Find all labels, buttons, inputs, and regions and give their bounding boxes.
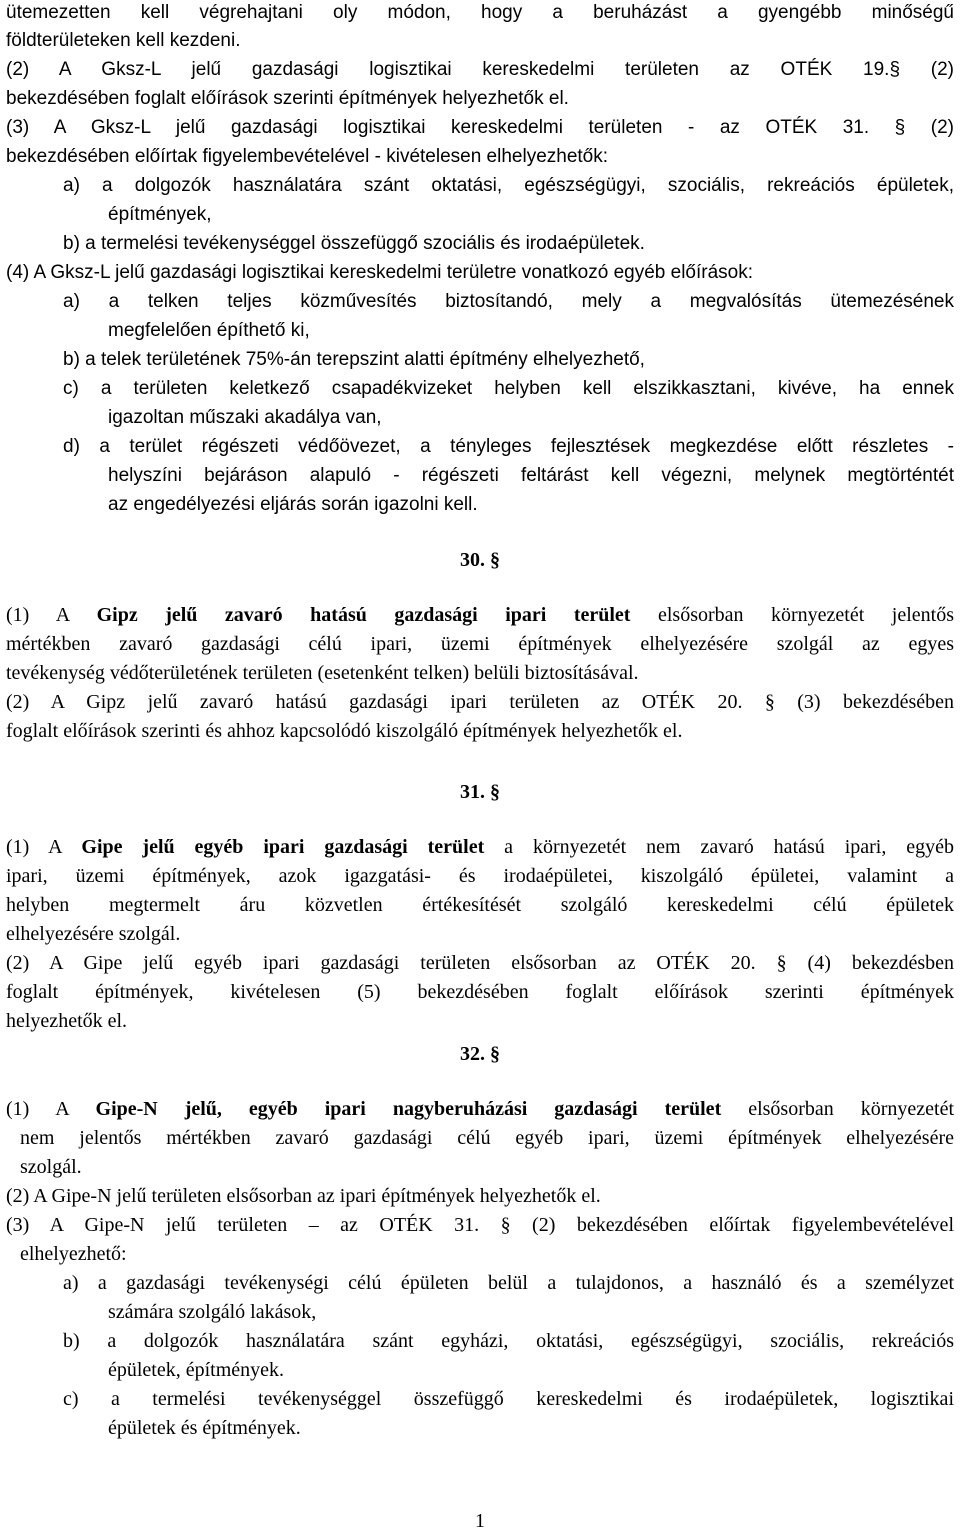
text-line: bekezdésében előírtak figyelembevételével - kivételesen elhelyezhetők: [6, 146, 609, 167]
s32-p2: (2) A Gipe-N jelű területen elsősorban az ipari építmények helyezhetők el. [6, 1185, 601, 1207]
s31-p2-line3: helyezhetők el. [6, 1010, 128, 1032]
s32-p1-line3: szolgál. [20, 1156, 82, 1178]
section-heading: 31. § [460, 781, 500, 803]
s31-p2-line1: (2) A Gipe jelű egyéb ipari gazdasági területen elsősorban az OTÉK 20. § (4) bekezdésben [6, 952, 954, 974]
s31-p1-line3: helyben megtermelt áru közvetlen értékesítését szolgáló kereskedelmi célú épületek [6, 894, 954, 916]
text-line: c) a területen keletkező csapadékvizeket helyben kell elszikkasztani, kivéve, ha ennek [63, 378, 954, 399]
text-line: az engedélyezési eljárás során igazolni kell. [108, 494, 478, 515]
s31-p1-term: Gipe jelű egyéb ipari gazdasági terület [81, 836, 485, 858]
text-line: helyszíni bejáráson alapuló - régészeti feltárást kell végezni, melynek megtörténtét [108, 465, 954, 486]
s30-p2-line2: foglalt előírások szerinti és ahhoz kapcsolódó kiszolgáló építmények helyezhetők el. [6, 720, 683, 742]
s32-p1-suffix: elsősorban környezetét [721, 1098, 954, 1120]
s32-item-c-line1: c) a termelési tevékenységgel összefüggő kereskedelmi és irodaépületek, logisztikai [63, 1388, 954, 1410]
text-line: (2) A Gksz-L jelű gazdasági logisztikai kereskedelmi területen az OTÉK 19.§ (2) [6, 59, 954, 80]
text-line: a) a dolgozók használatára szánt oktatási, egészségügyi, szociális, rekreációs épületek, [63, 175, 954, 196]
s30-p1-line2: mértékben zavaró gazdasági célú ipari, üzemi építmények elhelyezésére szolgál az egyes [6, 633, 954, 655]
s32-item-b-line1: b) a dolgozók használatára szánt egyházi, oktatási, egészségügyi, szociális, rekreációs [63, 1330, 954, 1352]
s30-p1-prefix: (1) A [6, 604, 97, 626]
s31-p2-line2: foglalt építmények, kivételesen (5) bekezdésében foglalt előírások szerinti építmények [6, 981, 954, 1003]
text-line: ütemezetten kell végrehajtani oly módon, hogy a beruházást a gyengébb minőségű [6, 2, 954, 23]
s30-p2-line1: (2) A Gipz jelű zavaró hatású gazdasági ipari területen az OTÉK 20. § (3) bekezdésében [6, 691, 954, 713]
s30-p1-line1 [6, 602, 954, 628]
text-line: d) a terület régészeti védőövezet, a tényleges fejlesztések megkezdése előtt részletes - [63, 436, 954, 457]
text-line: megfelelően építhető ki, [108, 320, 310, 341]
s32-p1-line2: nem jelentős mértékben zavaró gazdasági célú egyéb ipari, üzemi építmények elhelyezésére [20, 1127, 954, 1149]
s31-p1-line4: elhelyezésére szolgál. [6, 923, 181, 945]
s32-p1-term: Gipe-N jelű, egyéb ipari nagyberuházási gazdasági terület [95, 1098, 722, 1120]
s31-p1-line2: ipari, üzemi építmények, azok igazgatási- és irodaépületei, kiszolgáló épületei, valamint a [6, 865, 954, 887]
s32-p3-line2: elhelyezhető: [20, 1243, 127, 1265]
s32-item-b-line2: épületek, építmények. [108, 1359, 285, 1381]
text-line: b) a telek területének 75%-án terepszint alatti építmény elhelyezhető, [63, 349, 645, 370]
page-number: 1 [475, 1510, 485, 1532]
text-line: (4) A Gksz-L jelű gazdasági logisztikai kereskedelmi területre vonatkozó egyéb előírások: [6, 262, 754, 283]
section-heading: 30. § [460, 549, 500, 571]
s30-p1-term: Gipz jelű zavaró hatású gazdasági ipari terület [96, 604, 631, 626]
text-line: igazoltan műszaki akadálya van, [108, 407, 382, 428]
text-line: a) a telken teljes közművesítés biztosítandó, mely a megvalósítás ütemezésének [63, 291, 954, 312]
text-line: (3) A Gksz-L jelű gazdasági logisztikai kereskedelmi területen - az OTÉK 31. § (2) [6, 117, 954, 138]
s31-p1-suffix: a környezetét nem zavaró hatású ipari, egyéb [484, 836, 954, 858]
text-line: földterületeken kell kezdeni. [6, 30, 241, 51]
text-line: b) a termelési tevékenységgel összefüggő szociális és irodaépületek. [63, 233, 645, 254]
section-heading: 32. § [460, 1043, 500, 1065]
s31-p1-line1 [6, 834, 954, 860]
s32-item-c-line2: épületek és építmények. [108, 1417, 301, 1439]
text-line: bekezdésében foglalt előírások szerinti építmények helyezhetők el. [6, 88, 569, 109]
s30-p1-line3: tevékenység védőterületének területen (esetenként telken) belüli biztosításával. [6, 662, 639, 684]
s32-p1-prefix: (1) A [6, 1098, 96, 1120]
s31-p1-prefix: (1) A [6, 836, 82, 858]
text-line: építmények, [108, 204, 212, 225]
s32-p1-line1 [6, 1096, 954, 1122]
s30-p1-suffix: elsősorban környezetét jelentős [630, 604, 954, 626]
s32-item-a-line1: a) a gazdasági tevékenységi célú épületen belül a tulajdonos, a használó és a személyzet [63, 1272, 954, 1294]
s32-p3-line1: (3) A Gipe-N jelű területen – az OTÉK 31. § (2) bekezdésében előírtak figyelembevételével [6, 1214, 954, 1236]
s32-item-a-line2: számára szolgáló lakások, [108, 1301, 317, 1323]
